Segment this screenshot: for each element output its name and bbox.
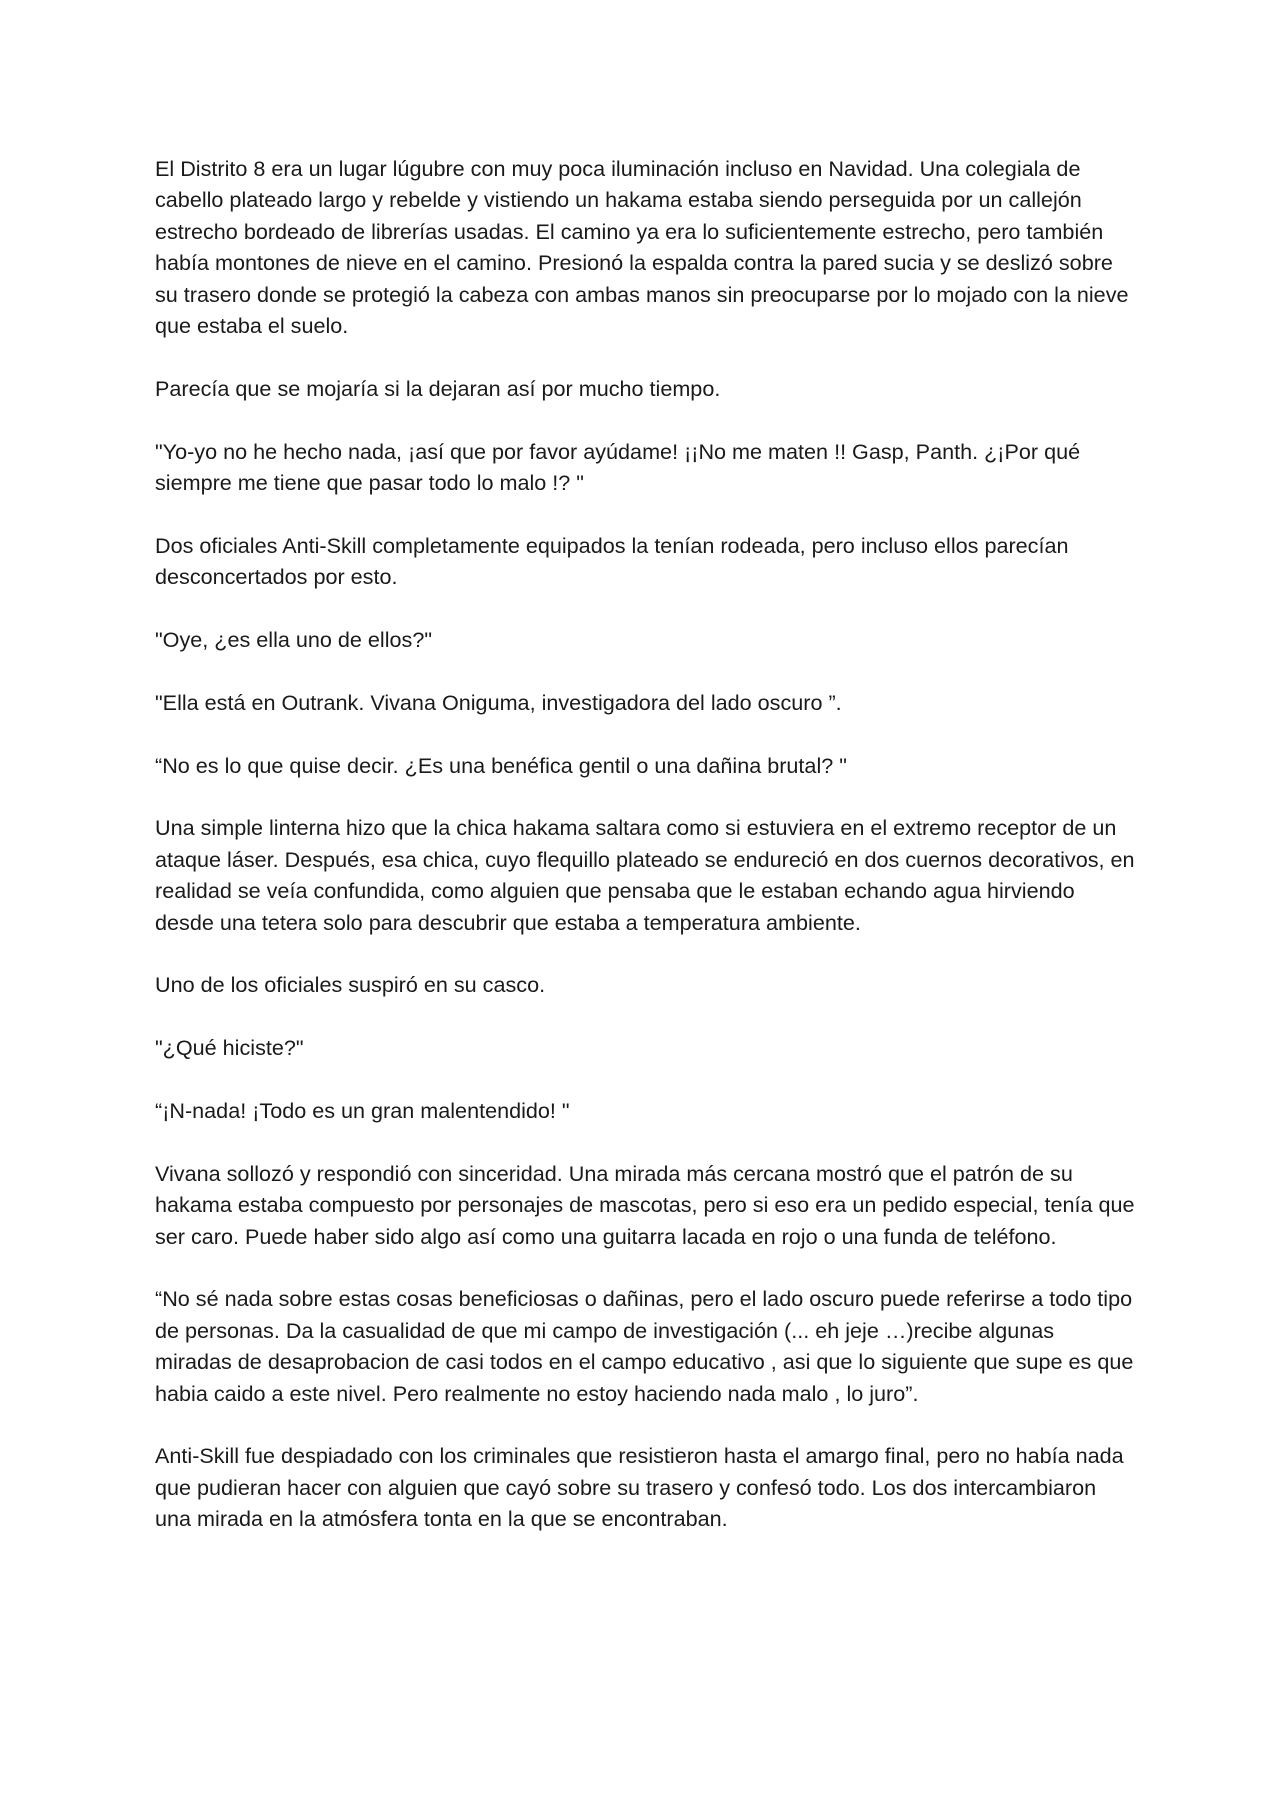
paragraph-6: "Ella está en Outrank. Vivana Oniguma, investigadora del lado oscuro ”. [155, 689, 842, 715]
paragraph-13: “No sé nada sobre estas cosas beneficiosas o dañinas, pero el lado oscuro puede referirse a todo tipo de personas. Da la casualidad de que mi campo de investigación (... eh jeje …)recibe algunas miradas de desaprobacion de casi todos en el campo educativo , asi que lo siguiente que supe es que habia caido a este nivel. Pero realmente no estoy haciendo nada malo , lo juro”. [155, 1286, 1134, 1406]
document-page [155, 153, 1135, 1566]
paragraph-8: Una simple linterna hizo que la chica hakama saltara como si estuviera en el extremo receptor de un ataque láser. Después, esa chica, cuyo flequillo plateado se endureció en dos cuernos decorativos, en realidad se veía confundida, como alguien que pensaba que le estaban echando agua hirviendo desde una tetera solo para descubrir que estaba a temperatura ambiente. [155, 815, 1135, 935]
paragraph-7: “No es lo que quise decir. ¿Es una benéfica gentil o una dañina brutal? " [155, 752, 847, 778]
paragraph-2: Parecía que se mojaría si la dejaran así por mucho tiempo. [155, 375, 721, 401]
paragraph-9: Uno de los oficiales suspiró en su casco. [155, 972, 546, 998]
paragraph-4: Dos oficiales Anti-Skill completamente equipados la tenían rodeada, pero incluso ellos parecían desconcertados por esto. [155, 532, 1069, 590]
paragraph-12: Vivana sollozó y respondió con sinceridad. Una mirada más cercana mostró que el patrón de su hakama estaba compuesto por personajes de mascotas, pero si eso era un pedido especial, tenía que ser caro. Puede haber sido algo así como una guitarra lacada en rojo o una funda de teléfono. [155, 1160, 1135, 1249]
paragraph-5: "Oye, ¿es ella uno de ellos?" [155, 627, 433, 653]
paragraph-1: El Distrito 8 era un lugar lúgubre con muy poca iluminación incluso en Navidad. Una colegiala de cabello plateado largo y rebelde y vistiendo un hakama estaba siendo perseguida por un callejón estrecho bordeado de librerías usadas. El camino ya era lo suficientemente estrecho, pero también había montones de nieve en el camino. Presionó la espalda contra la pared sucia y se deslizó sobre su trasero donde se protegió la cabeza con ambas manos sin preocuparse por lo mojado con la nieve que estaba el suelo. [155, 156, 1129, 339]
paragraph-14: Anti-Skill fue despiadado con los criminales que resistieron hasta el amargo final, pero no había nada que pudieran hacer con alguien que cayó sobre su trasero y confesó todo. Los dos intercambiaron una mirada en la atmósfera tonta en la que se encontraban. [155, 1443, 1124, 1532]
paragraph-3: "Yo-yo no he hecho nada, ¡así que por favor ayúdame! ¡¡No me maten !! Gasp, Panth. ¿¡Por qué siempre me tiene que pasar todo lo malo !? " [155, 438, 1081, 496]
paragraph-11: “¡N-nada! ¡Todo es un gran malentendido! " [155, 1098, 570, 1124]
paragraph-10: "¿Qué hiciste?" [155, 1035, 304, 1061]
